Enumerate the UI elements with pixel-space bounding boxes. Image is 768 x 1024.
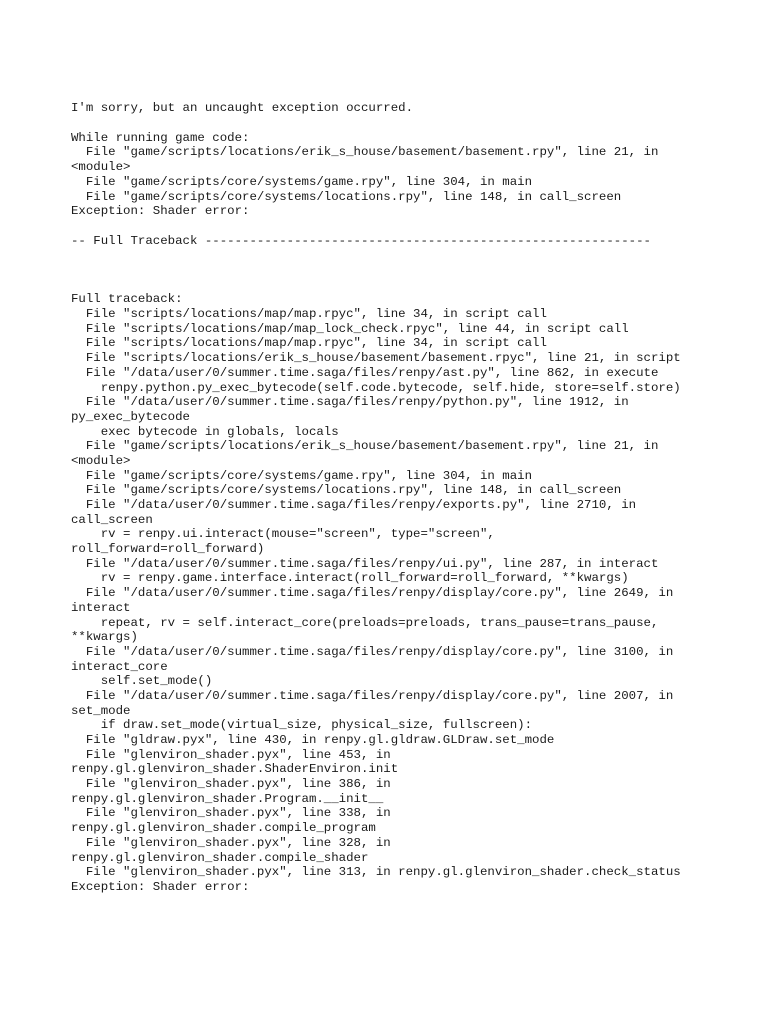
traceback-line: interact: [71, 600, 131, 615]
traceback-line: renpy.gl.glenviron_shader.ShaderEnviron.init: [71, 762, 399, 777]
traceback-line: File "glenviron_shader.pyx", line 386, in: [71, 777, 391, 792]
traceback-line: roll_forward=roll_forward): [71, 542, 265, 557]
traceback-line: File "scripts/locations/erik_s_house/basement/basement.rpyc", line 21, in script: [71, 351, 681, 366]
traceback-line: File "/data/user/0/summer.time.saga/files/renpy/exports.py", line 2710, in: [71, 498, 637, 512]
traceback-line: if draw.set_mode(virtual_size, physical_size, fullscreen):: [71, 718, 533, 733]
traceback-line: rv = renpy.ui.interact(mouse="screen", type="screen",: [71, 527, 495, 542]
traceback-line: File "/data/user/0/summer.time.saga/files/renpy/display/core.py", line 2007, in: [71, 688, 674, 703]
traceback-line: File "/data/user/0/summer.time.saga/files/renpy/ast.py", line 862, in execute: [71, 365, 659, 380]
traceback-line: File "/data/user/0/summer.time.saga/files/renpy/python.py", line 1912, in: [71, 395, 629, 410]
traceback-line: File "glenviron_shader.pyx", line 328, in: [71, 835, 391, 850]
traceback-line: File "scripts/locations/map/map.rpyc", line 34, in script call: [71, 336, 547, 351]
traceback-line: File "/data/user/0/summer.time.saga/files/renpy/display/core.py", line 3100, in: [71, 644, 674, 659]
traceback-line: exec bytecode in globals, locals: [71, 424, 339, 439]
traceback-line: py_exec_bytecode: [71, 409, 190, 424]
summary-line: File "game/scripts/locations/erik_s_house/basement/basement.rpy", line 21, in: [71, 145, 659, 160]
traceback-line: File "scripts/locations/map/map.rpyc", line 34, in script call: [71, 307, 547, 322]
traceback-line: File "gldraw.pyx", line 430, in renpy.gl.gldraw.GLDraw.set_mode: [71, 733, 555, 747]
traceback-line: File "glenviron_shader.pyx", line 338, in: [71, 806, 391, 821]
traceback-line: renpy.gl.glenviron_shader.compile_shader: [71, 850, 369, 865]
summary-line: Exception: Shader error:: [71, 204, 250, 219]
summary-line: File "game/scripts/core/systems/locations.rpy", line 148, in call_screen: [71, 189, 622, 204]
traceback-line: File "/data/user/0/summer.time.saga/files/renpy/display/core.py", line 2649, in: [71, 586, 674, 601]
summary-line: [71, 219, 761, 234]
traceback-line: Exception: Shader error:: [71, 879, 250, 894]
summary-line: I'm sorry, but an uncaught exception occurred.: [71, 101, 414, 116]
traceback-line: File "/data/user/0/summer.time.saga/files/renpy/ui.py", line 287, in interact: [71, 556, 659, 571]
traceback-line: File "scripts/locations/map/map_lock_check.rpyc", line 44, in script call: [71, 321, 629, 336]
traceback-line: File "glenviron_shader.pyx", line 453, in: [71, 747, 391, 762]
traceback-line: File "game/scripts/core/systems/locations.rpy", line 148, in call_screen: [71, 483, 622, 498]
traceback-line: Full traceback:: [71, 292, 183, 307]
summary-line: [71, 116, 761, 131]
summary-line: While running game code:: [71, 130, 250, 145]
traceback-line: <module>: [71, 453, 131, 468]
traceback-line: File "game/scripts/core/systems/game.rpy", line 304, in main: [71, 468, 533, 483]
traceback-line: renpy.gl.glenviron_shader.compile_program: [71, 821, 376, 836]
traceback-line: **kwargs): [71, 630, 138, 645]
traceback-line: File "glenviron_shader.pyx", line 313, in renpy.gl.glenviron_shader.check_status: [71, 865, 681, 880]
traceback-line: set_mode: [71, 703, 131, 718]
summary-line: <module>: [71, 160, 131, 175]
traceback-line: renpy.gl.glenviron_shader.Program.__init__: [71, 791, 384, 806]
exception-summary: [71, 101, 761, 263]
summary-line: [71, 248, 761, 263]
traceback-line: call_screen: [71, 512, 153, 527]
traceback-line: File "game/scripts/locations/erik_s_house/basement/basement.rpy", line 21, in: [71, 439, 659, 454]
traceback-line: renpy.python.py_exec_bytecode(self.code.bytecode, self.hide, store=self.store): [71, 380, 681, 395]
traceback-line: repeat, rv = self.interact_core(preloads=preloads, trans_pause=trans_pause,: [71, 615, 659, 630]
traceback-line: self.set_mode(): [71, 674, 213, 689]
traceback-line: rv = renpy.game.interface.interact(roll_forward=roll_forward, **kwargs): [71, 571, 629, 586]
summary-line: File "game/scripts/core/systems/game.rpy", line 304, in main: [71, 174, 533, 189]
summary-line: -- Full Traceback ------------------------------------------------------------: [71, 233, 651, 248]
traceback-line: interact_core: [71, 659, 168, 674]
full-traceback: [71, 292, 761, 894]
exception-report: [71, 72, 761, 909]
